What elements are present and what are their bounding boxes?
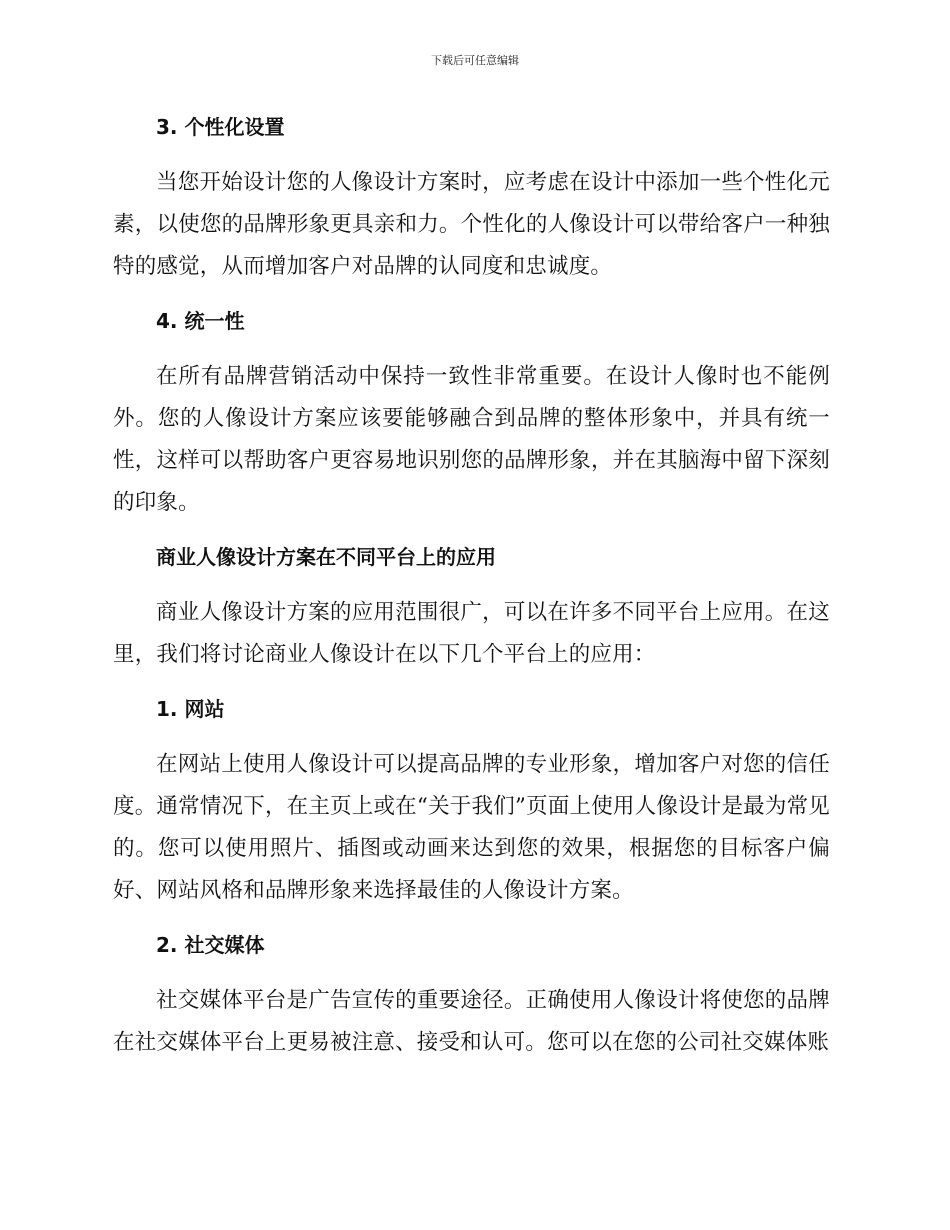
section-heading-website: 1. 网站	[156, 697, 225, 721]
section-paragraph-platform-applications: 商业人像设计方案的应用范围很广，可以在许多不同平台上应用。在这里，我们将讨论商业人像设计在以下几个平台上的应用：	[113, 600, 830, 667]
section-heading-personalization: 3. 个性化设置	[156, 115, 285, 139]
section-paragraph-personalization: 当您开始设计您的人像设计方案时，应考虑在设计中添加一些个性化元素，以使您的品牌形象更具亲和力。个性化的人像设计可以带给客户一种独特的感觉，从而增加客户对品牌的认同度和忠诚度。	[113, 170, 830, 279]
section-paragraph-consistency: 在所有品牌营销活动中保持一致性非常重要。在设计人像时也不能例外。您的人像设计方案应该要能够融合到品牌的整体形象中，并具有统一性，这样可以帮助客户更容易地识别您的品牌形象，并在其脑海中留下深刻的印象。	[113, 364, 830, 515]
section-heading-social-media: 2. 社交媒体	[156, 933, 265, 957]
page-header: 下载后可任意编辑	[431, 54, 519, 67]
document-body	[113, 106, 830, 1076]
section-paragraph-social-media: 社交媒体平台是广告宣传的重要途径。正确使用人像设计将使您的品牌在社交媒体平台上更易被注意、接受和认可。您可以在您的公司社交媒体账	[113, 988, 830, 1055]
section-paragraph-website: 在网站上使用人像设计可以提高品牌的专业形象，增加客户对您的信任度。通常情况下，在主页上或在“关于我们”页面上使用人像设计是最为常见的。您可以使用照片、插图或动画来达到您的效果，根据您的目标客户偏好、网站风格和品牌形象来选择最佳的人像设计方案。	[113, 752, 830, 903]
section-heading-consistency: 4. 统一性	[156, 309, 245, 333]
section-heading-platform-applications: 商业人像设计方案在不同平台上的应用	[156, 545, 496, 569]
